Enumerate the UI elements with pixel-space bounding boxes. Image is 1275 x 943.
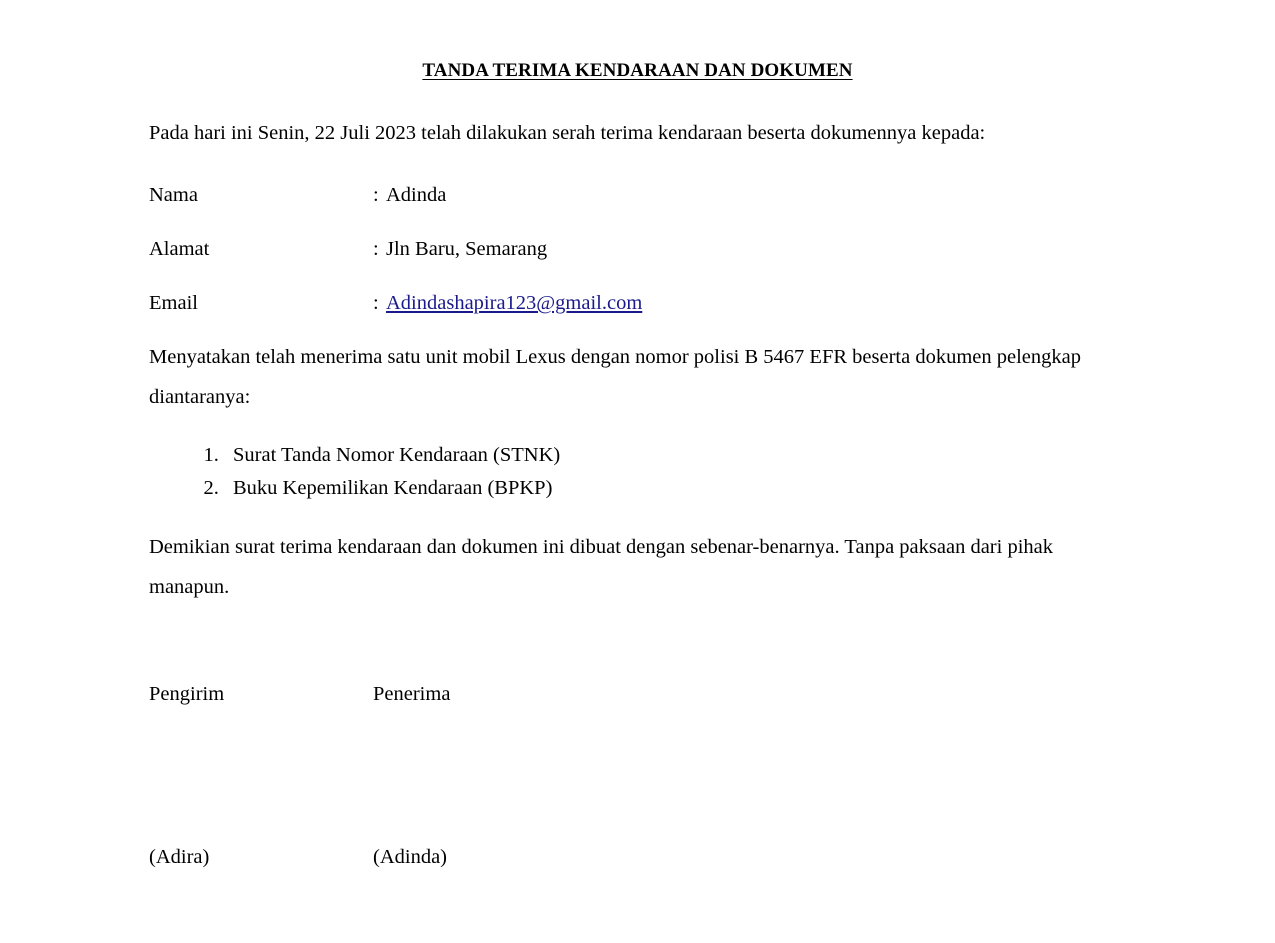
field-row-nama (149, 175, 1090, 215)
field-row-alamat (149, 229, 1090, 269)
list-item: 1. Surat Tanda Nomor Kendaraan (STNK) (224, 439, 1090, 472)
signature-name-sender: (Adira) (149, 846, 210, 868)
field-value-alamat: Jln Baru, Semarang (386, 238, 548, 260)
signature-label-sender: Pengirim (149, 683, 225, 705)
signature-space (149, 709, 1090, 842)
page-title-text: TANDA TERIMA KENDARAAN DAN DOKUMEN (422, 60, 853, 81)
document-body (149, 113, 1090, 629)
field-separator-nama: : (373, 184, 379, 206)
field-separator-email: : (373, 292, 379, 314)
closing-paragraph: Demikian surat terima kendaraan dan dokumen ini dibuat dengan sebenar-benarnya. Tanpa paksaan dari pihak manapun. (149, 536, 1053, 598)
statement-paragraph: Menyatakan telah menerima satu unit mobil Lexus dengan nomor polisi B 5467 EFR beserta dokumen pelengkap diantaranya: (149, 346, 1081, 408)
field-separator-alamat: : (373, 238, 379, 260)
field-value-email (386, 283, 1090, 323)
signature-block (149, 679, 1090, 872)
list-item: 2. Buku Kepemilikan Kendaraan (BPKP) (224, 472, 1090, 505)
signature-name-receiver: (Adinda) (373, 846, 448, 868)
document-list (149, 439, 1090, 505)
signature-labels-row (149, 679, 1090, 709)
field-label-nama: Nama (149, 184, 198, 206)
field-label-email: Email (149, 292, 198, 314)
field-value-nama: Adinda (386, 184, 447, 206)
intro-paragraph: Pada hari ini Senin, 22 Juli 2023 telah dilakukan serah terima kendaraan beserta dokumennya kepada: (149, 122, 986, 144)
email-link[interactable]: Adindashapira123@gmail.com (386, 292, 643, 314)
field-row-email (149, 283, 1090, 323)
signature-label-receiver: Penerima (373, 683, 451, 705)
page-title (0, 60, 1275, 82)
signature-names-row (149, 842, 1090, 872)
field-label-alamat: Alamat (149, 238, 210, 260)
